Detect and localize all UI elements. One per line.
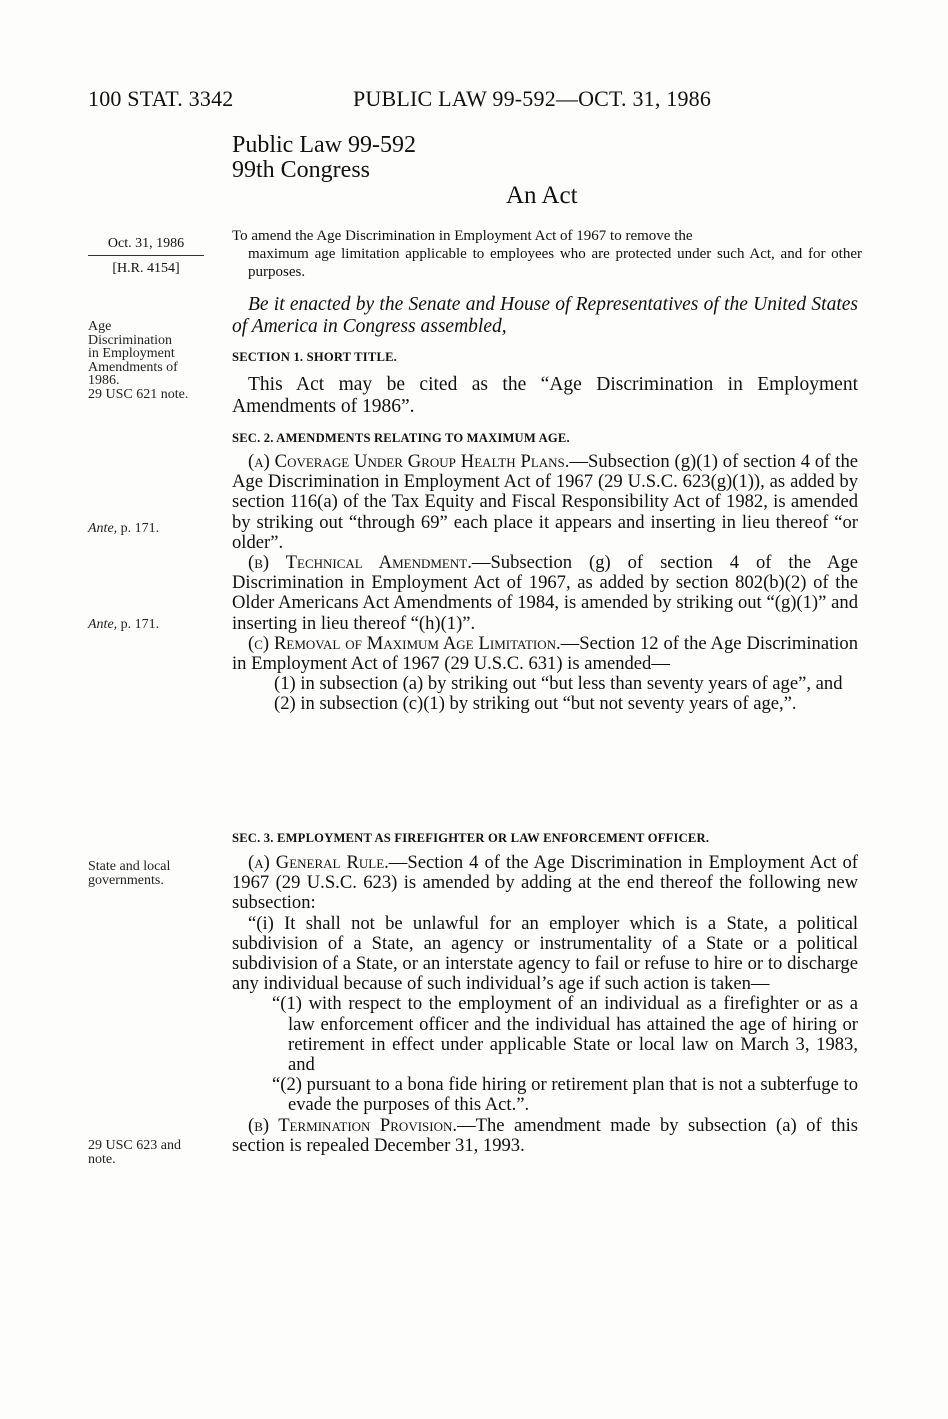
law-title-block	[232, 133, 416, 183]
section-2-c-2: (2) in subsection (c)(1) by striking out “but not seventy years of age,”.	[274, 693, 797, 715]
marginal-note-ante-1	[88, 522, 159, 536]
margin-line: governments.	[88, 873, 164, 888]
section-2-a-text: —Subsection (g)(1) of section 4 of the Age Discrimination in Employment Act of 1967 (29 U.S.C. 623(g)(1)), as added by section 116(a) of the Tax Equity and Fiscal Responsibility Act of 1982, is amended by striking out “through 69” each place it appears and inserting in lieu thereof “or older”.	[232, 451, 858, 553]
marginal-note-ante-2	[88, 618, 159, 632]
enacting-text: Be it enacted by the Senate and House of Representatives of the United States of America in Congress assembled,	[232, 294, 858, 337]
section-3-b	[232, 1116, 858, 1156]
page-number-header: 100 STAT. 3342	[88, 86, 234, 111]
law-header: PUBLIC LAW 99-592—OCT. 31, 1986	[353, 86, 712, 111]
bill-number: [H.R. 4154]	[112, 261, 180, 276]
section-2-a-heading: (a) Coverage Under Group Health Plans.	[248, 451, 570, 472]
marginal-note-short-title	[88, 320, 188, 402]
date-rule	[88, 255, 204, 256]
margin-line: note.	[88, 1152, 116, 1167]
margin-usc-621: 29 USC 621 note.	[88, 386, 189, 402]
section-3-a-heading: (a) General Rule.	[248, 852, 389, 873]
section-1-heading: SECTION 1. SHORT TITLE.	[232, 350, 398, 364]
section-1-paragraph: This Act may be cited as the “Age Discrimination in Employment Amendments of 1986”.	[232, 374, 858, 417]
marginal-note-usc-623	[88, 1139, 181, 1167]
enactment-date: Oct. 31, 1986	[107, 236, 185, 251]
purpose-clause	[232, 227, 862, 281]
enacting-clause	[232, 294, 858, 338]
section-2-c	[232, 634, 858, 674]
margin-line: 1986.	[88, 373, 120, 389]
section-2-c-1: (1) in subsection (a) by striking out “but less than seventy years of age”, and	[274, 673, 843, 695]
an-act-heading: An Act	[506, 182, 578, 209]
margin-ante-page: p. 171.	[117, 617, 160, 632]
margin-line: Amendments of	[88, 359, 178, 375]
section-2-a	[232, 452, 858, 553]
section-3-i-1: “(1) with respect to the employment of an individual as a firefighter or as a law enforcement officer and the individual has attained the age of hiring or retirement in effect under applicable State or local law on March 3, 1983, and	[272, 993, 858, 1076]
marginal-note-state-local	[88, 860, 170, 888]
section-3-a-text: —Section 4 of the Age Discrimination in Employment Act of 1967 (29 U.S.C. 623) is amended by adding at the end thereof the following new subsection:	[232, 852, 858, 914]
margin-line: 29 USC 623 and	[88, 1138, 181, 1153]
section-2-c-text: —Section 12 of the Age Discrimination in Employment Act of 1967 (29 U.S.C. 631) is amended—	[232, 632, 858, 675]
section-3-b-text: —The amendment made by subsection (a) of this section is repealed December 31, 1993.	[232, 1114, 858, 1156]
margin-ante-italic: Ante,	[88, 521, 118, 536]
section-2-heading: SEC. 2. AMENDMENTS RELATING TO MAXIMUM AGE.	[232, 431, 570, 445]
margin-line: State and local	[88, 859, 171, 874]
section-2-b-heading: (b) Technical Amendment.	[248, 552, 472, 574]
margin-line: in Employment	[88, 346, 175, 362]
section-1-text	[232, 374, 858, 418]
congress: 99th Congress	[232, 157, 370, 183]
section-3-i-2: “(2) pursuant to a bona fide hiring or retirement plan that is not a subterfuge to evade the purposes of this Act.”.	[272, 1074, 858, 1116]
section-3-body	[232, 853, 858, 1156]
margin-line: Age	[88, 319, 112, 334]
section-2-body	[232, 452, 858, 715]
section-2-b-text: —Subsection (g) of section 4 of the Age Discrimination in Employment Act of 1967, as added by section 802(b)(2) of the Older Americans Act Amendments of 1984, is amended by striking out “(g)(1)” and inserting in lieu thereof “(h)(1)”.	[232, 552, 858, 634]
section-3-subsection-i: “(i) It shall not be unlawful for an employer which is a State, a political subdivision of a State, an agency or instrumentality of a State or a political subdivision of a State, or an interstate agency to fail or refuse to hire or to discharge any individual because of such individual’s age if such action is taken—	[232, 912, 858, 995]
margin-ante-page: p. 171.	[117, 521, 160, 536]
section-2-c-heading: (c) Removal of Maximum Age Limitation.	[248, 632, 561, 654]
purpose-first-line: To amend the Age Discrimination in Employment Act of 1967 to remove the	[232, 228, 693, 244]
section-2-b	[232, 553, 858, 634]
section-3-b-heading: (b) Termination Provision.	[248, 1114, 458, 1136]
section-3-a	[232, 853, 858, 914]
law-number: Public Law 99-592	[232, 132, 416, 158]
margin-line: Discrimination	[88, 332, 172, 348]
purpose-rest: maximum age limitation applicable to employees who are protected under such Act, and for other purposes.	[248, 246, 862, 280]
section-3-heading: SEC. 3. EMPLOYMENT AS FIREFIGHTER OR LAW ENFORCEMENT OFFICER.	[232, 831, 710, 845]
margin-ante-italic: Ante,	[88, 617, 118, 632]
date-box	[88, 236, 204, 277]
